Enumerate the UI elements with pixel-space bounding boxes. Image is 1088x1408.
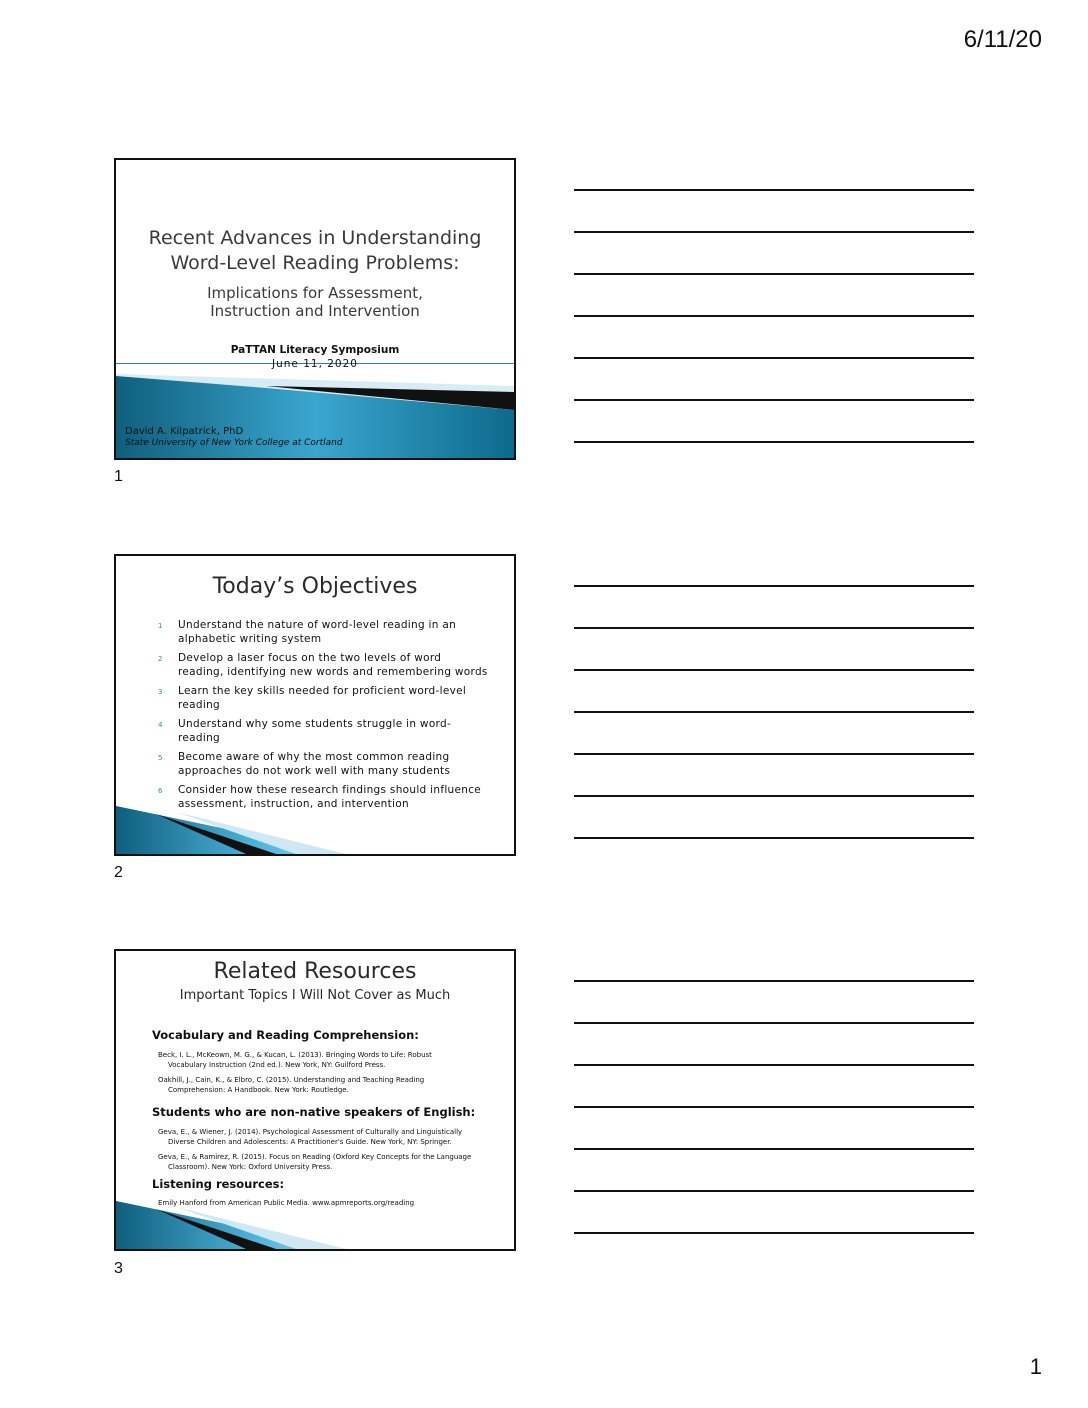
reference: Beck, I. L., McKeown, M. G., & Kucan, L. (2013). Bringing Words to Life: Robust Vocabulary Instruction (2nd ed.). New York, NY: Guilford Press. xyxy=(158,1051,432,1069)
reference: Geva, E., & Ramirez, R. (2015). Focus on Reading (Oxford Key Concepts for the Language Classroom). New York: Oxford University Press. xyxy=(158,1153,472,1171)
note-line xyxy=(574,1148,974,1150)
slide-2 xyxy=(114,554,516,856)
slide-title: Related Resources xyxy=(213,959,417,984)
slide-number: 3 xyxy=(114,1260,123,1277)
note-line xyxy=(574,1232,974,1234)
section-heading: Vocabulary and Reading Comprehension: xyxy=(152,1028,419,1042)
note-line xyxy=(574,669,974,671)
note-line xyxy=(574,315,974,317)
note-line xyxy=(574,231,974,233)
section-heading: Listening resources: xyxy=(152,1177,285,1191)
slide-number: 2 xyxy=(114,864,123,881)
slide-1 xyxy=(114,158,516,460)
note-line xyxy=(574,1190,974,1192)
note-line xyxy=(574,627,974,629)
note-line xyxy=(574,711,974,713)
notes-lines-2 xyxy=(574,585,974,879)
slide-title: Today’s Objectives xyxy=(212,574,418,599)
note-line xyxy=(574,837,974,839)
note-line xyxy=(574,753,974,755)
note-line xyxy=(574,1106,974,1108)
note-line xyxy=(574,1064,974,1066)
note-line xyxy=(574,273,974,275)
list-item: 2 Develop a laser focus on the two levels of word reading, identifying new words and remembering words xyxy=(158,652,488,678)
note-line xyxy=(574,585,974,587)
page-number: 1 xyxy=(1029,1354,1042,1379)
note-line xyxy=(574,399,974,401)
notes-lines-3 xyxy=(574,980,974,1274)
page-date: 6/11/20 xyxy=(963,26,1042,53)
notes-lines-1 xyxy=(574,189,974,483)
reference: Geva, E., & Wiener, J. (2014). Psychological Assessment of Culturally and Linguistically Diverse Children and Adolescents: A Practitioner's Guide. New York, NY: Springer. xyxy=(158,1128,463,1146)
section-heading: Students who are non-native speakers of English: xyxy=(152,1105,476,1119)
slide-3 xyxy=(114,949,516,1251)
note-line xyxy=(574,1022,974,1024)
slide-decoration xyxy=(116,806,514,854)
slide-subtitle: Implications for Assessment, Instruction and Intervention xyxy=(207,284,423,320)
reference: Oakhill, J., Cain, K., & Elbro, C. (2015). Understanding and Teaching Reading Comprehension: A Handbook. New York: Routledge. xyxy=(158,1076,425,1094)
slide-number: 1 xyxy=(114,468,123,485)
list-item: 3 Learn the key skills needed for proficient word-level reading xyxy=(158,685,467,711)
slide-decoration xyxy=(116,1201,514,1249)
institution-name: State University of New York College at Cortland xyxy=(125,438,343,448)
slide-subtitle: Important Topics I Will Not Cover as Much xyxy=(179,988,451,1003)
note-line xyxy=(574,441,974,443)
list-item: 1 Understand the nature of word-level reading in an alphabetic writing system xyxy=(158,619,457,645)
event-date: June 11, 2020 xyxy=(272,358,358,370)
author-name: David A. Kilpatrick, PhD xyxy=(125,426,244,437)
note-line xyxy=(574,189,974,191)
reference: Emily Hanford from American Public Media. www.apmreports.org/reading xyxy=(158,1199,415,1207)
list-item: 4 Understand why some students struggle in word-reading xyxy=(158,718,452,744)
list-item: 6 Consider how these research findings should influence assessment, instruction, and intervention xyxy=(158,784,482,810)
objectives-list xyxy=(158,618,488,816)
slide-title: Recent Advances in Understanding Word-Level Reading Problems: xyxy=(148,227,482,274)
note-line xyxy=(574,795,974,797)
note-line xyxy=(574,980,974,982)
note-line xyxy=(574,357,974,359)
list-item: 5 Become aware of why the most common reading approaches do not work well with many students xyxy=(158,751,451,777)
event-name: PaTTAN Literacy Symposium xyxy=(230,344,400,356)
